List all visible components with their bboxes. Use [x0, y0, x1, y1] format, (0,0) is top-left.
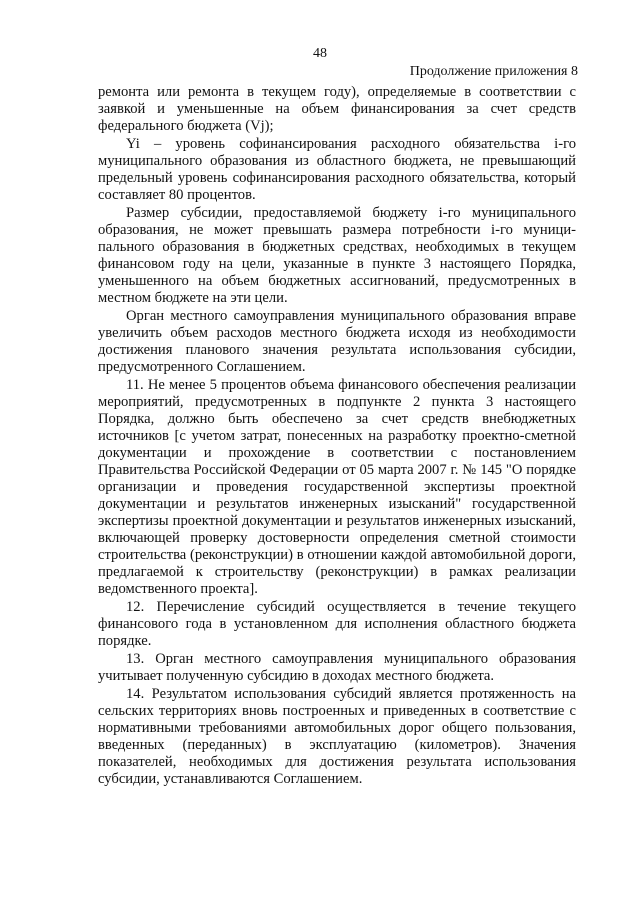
- paragraph-1: ремонта или ремонта в текущем году), определяемые в соответствии с заявкой и уменьшенные на объем финансирования за счет средств федерального бюджета (Vj);: [98, 84, 576, 134]
- page-number: 48: [313, 46, 327, 61]
- paragraph-4: Орган местного самоуправления муниципального образования вправе увеличить объем расходов местного бюджета исходя из необходимости достижения планового значения результата использования субсидии, предусмотренного Соглашением.: [98, 308, 576, 375]
- document-body: [98, 84, 576, 789]
- paragraph-8: 14. Результатом использования субсидий является протяженность на сельских территориях вновь построенных и приведенных в соответствие с нормативными требованиями автомобильных дорог общего пользования, введенных (переданных) в эксплуатацию (километров). Значения показателей, необходимых для достижения результата использования субсидии, устанавливаются Соглашением.: [98, 686, 576, 787]
- paragraph-6: 12. Перечисление субсидий осуществляется в течение текущего финансового года в установленном для исполнения областного бюджета порядке.: [98, 599, 576, 649]
- paragraph-5: 11. Не менее 5 процентов объема финансового обеспечения реализации мероприятий, предусмотренных в подпункте 2 пункта 3 настоящего Порядка, должно быть обеспечено за счет средств внебюджетных источников [с учетом затрат, понесенных на разработку проектно-сметной документации и прохождение в соответствии с постановлением Правительства Российской Федерации от 05 марта 2007 г. № 145 "О порядке организации и проведения государственной экспертизы проектной документации и результатов инженерных изысканий" государственной экспертизы проектной документации и результатов инженерных изысканий, включающей проверку достоверности определения сметной стоимости строительства (реконструкции) в отношении каждой автомобильной дороги, предлагаемой к строительству (реконструкции) в рамках реализации ведомственного проекта].: [98, 377, 576, 597]
- paragraph-2: Yi – уровень софинансирования расходного обязательства i-го муниципального образования из областного бюджета, не превышающий предельный уровень софинансирования расходного обязательства, который составляет 80 процентов.: [98, 136, 576, 203]
- paragraph-7: 13. Орган местного самоуправления муниципального образования учитывает полученную субсидию в доходах местного бюджета.: [98, 651, 576, 684]
- appendix-continuation-label: Продолжение приложения 8: [409, 64, 578, 79]
- paragraph-3: Размер субсидии, предоставляемой бюджету i-го муниципального образования, не может превышать размера потребности i-го муници-пального образования в бюджетных средствах, необходимых в текущем финансовом году на цели, указанные в пункте 3 настоящего Порядка, уменьшенного на объем бюджетных ассигнований, предусмотренных в местном бюджете на эти цели.: [98, 205, 576, 306]
